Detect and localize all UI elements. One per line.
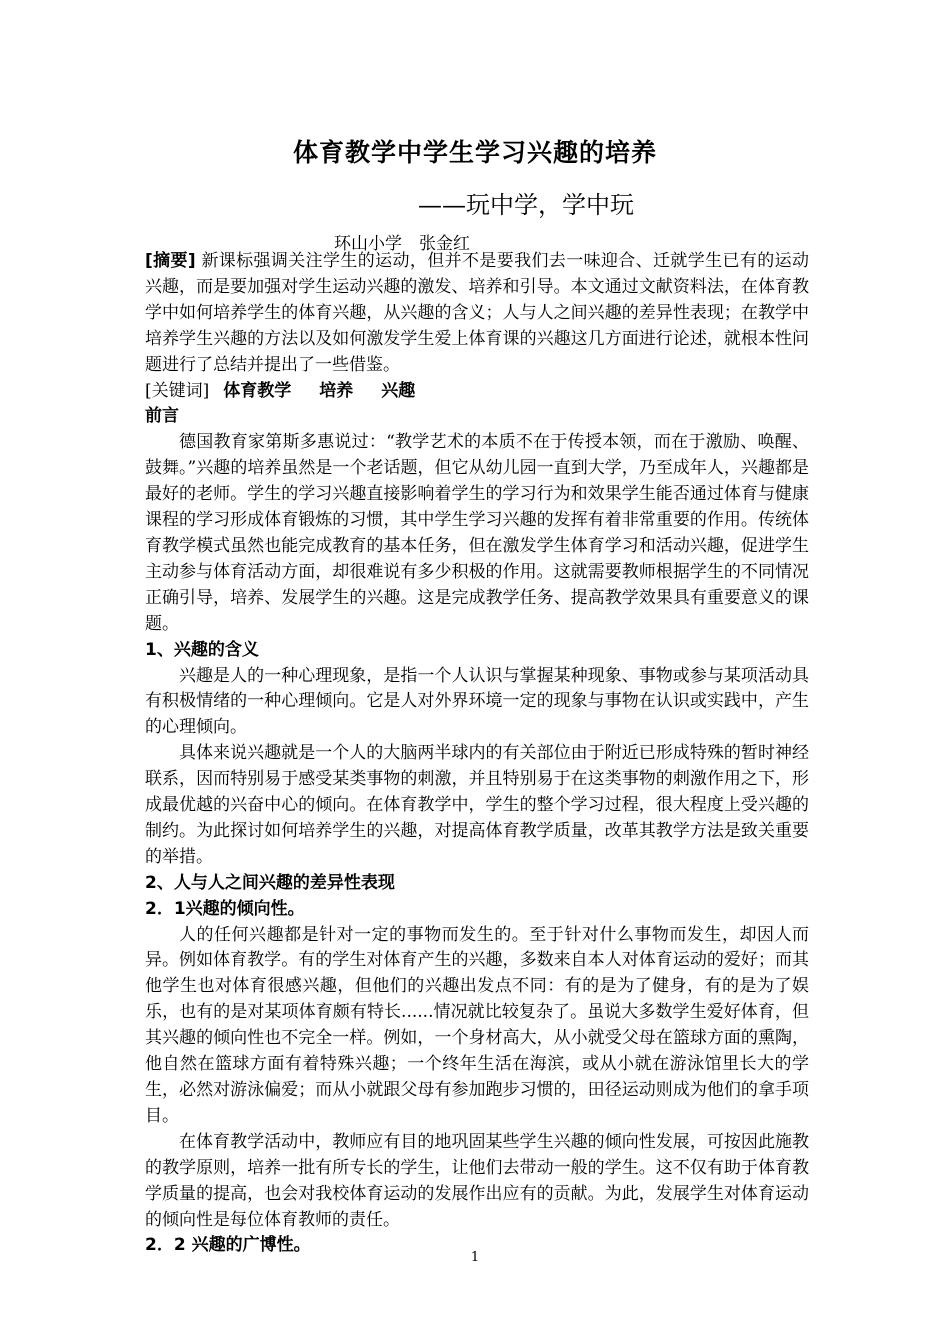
preface-paragraph: 德国教育家第斯多惠说过：“教学艺术的本质不在于传授本领，而在于激励、唤醒、鼓舞。”兴趣的培养虽然是一个老话题，但它从幼儿园一直到大学，乃至成年人，兴趣都是最好的老师。学生的学习兴趣直接影响着学生的学习行为和效果学生能否通过体育与健康课程的学习形成体育锻炼的习惯，其中学生学习兴趣的发挥有着非常重要的作用。传统体育教学模式虽然也能完成教育的基本任务，但在激发学生体育学习和活动兴趣，促进学生主动参与体育活动方面，却很难说有多少积极的作用。这就需要教师根据学生的不同情况正确引导，培养、发展学生的兴趣。这是完成教学任务、提高教学效果具有重要意义的课题。	[145, 432, 809, 634]
abstract-text: 新课标强调关注学生的运动，但并不是要我们去一味迎合、迁就学生已有的运动兴趣，而是要加强对学生运动兴趣的激发、培养和引导。本文通过文献资料法，在体育教学中如何培养学生的体育兴趣，从兴趣的含义；人与人之间兴趣的差异性表现；在教学中培养学生兴趣的方法以及如何激发学生爱上体育课的兴趣这几方面进行论述，就根本性问题进行了总结并提出了一些借鉴。	[145, 251, 810, 375]
document-subtitle: ——玩中学，学中玩	[418, 191, 634, 219]
section-2-1-paragraph: 在体育教学活动中，教师应有目的地巩固某些学生兴趣的倾向性发展，可按因此施教的教学原则，培养一批有所专长的学生，让他们去带动一般的学生。这不仅有助于体育教学质量的提高，也会对我校体育运动的发展作出应有的贡献。为此，发展学生对体育运动的倾向性是每位体育教师的责任。	[145, 1131, 809, 1230]
abstract-label: [摘要]	[145, 251, 196, 271]
keywords-label: [关键词]	[145, 380, 210, 401]
section-2-heading: 2、人与人之间兴趣的差异性表现	[145, 872, 395, 893]
section-2-1-paragraph: 人的任何兴趣都是针对一定的事物而发生的。至于针对什么事物而发生，却因人而异。例如体育教学。有的学生对体育产生的兴趣，多数来自本人对体育运动的爱好；而其他学生也对体育很感兴趣，但他们的兴趣出发点不同：有的是为了健身，有的是为了娱乐，也有的是对某项体育颇有特长......情况就比较复杂了。虽说大多数学生爱好体育，但其兴趣的倾向性也不完全一样。例如，一个身材高大，从小就受父母在篮球方面的熏陶，他自然在篮球方面有着特殊兴趣；一个终年生活在海滨，或从小就在游泳馆里长大的学生，必然对游泳偏爱；而从小就跟父母有参加跑步习惯的，田径运动则成为他们的拿手项目。	[145, 924, 809, 1126]
keywords-line	[145, 379, 809, 405]
section-1-paragraph: 兴趣是人的一种心理现象，是指一个人认识与掌握某种现象、事物或参与某项活动具有积极情绪的一种心理倾向。它是人对外界环境一定的现象与事物在认识或实践中，产生的心理倾向。	[145, 665, 809, 738]
section-1-heading: 1、兴趣的含义	[145, 639, 259, 660]
author-byline: 环山小学 张金红	[334, 234, 470, 254]
page-number: 1	[470, 1250, 480, 1265]
keyword: 培养	[319, 380, 354, 401]
keyword: 体育教学	[223, 380, 292, 401]
keyword: 兴趣	[381, 380, 416, 401]
section-2-1-heading: 2．1兴趣的倾向性。	[145, 898, 305, 919]
section-2-2-heading: 2．2 兴趣的广博性。	[145, 1235, 311, 1256]
preface-heading: 前言	[145, 406, 179, 427]
section-1-paragraph: 具体来说兴趣就是一个人的大脑两半球内的有关部位由于附近已形成特殊的暂时神经联系，因而特别易于感受某类事物的刺激，并且特别易于在这类事物的刺激作用之下，形成最优越的兴奋中心的倾向。在体育教学中，学生的整个学习过程，很大程度上受兴趣的制约。为此探讨如何培养学生的兴趣，对提高体育教学质量，改革其教学方法是致关重要的举措。	[145, 743, 809, 867]
document-body	[145, 249, 809, 1259]
document-title: 体育教学中学生学习兴趣的培养	[292, 138, 657, 167]
abstract-paragraph	[145, 249, 809, 379]
